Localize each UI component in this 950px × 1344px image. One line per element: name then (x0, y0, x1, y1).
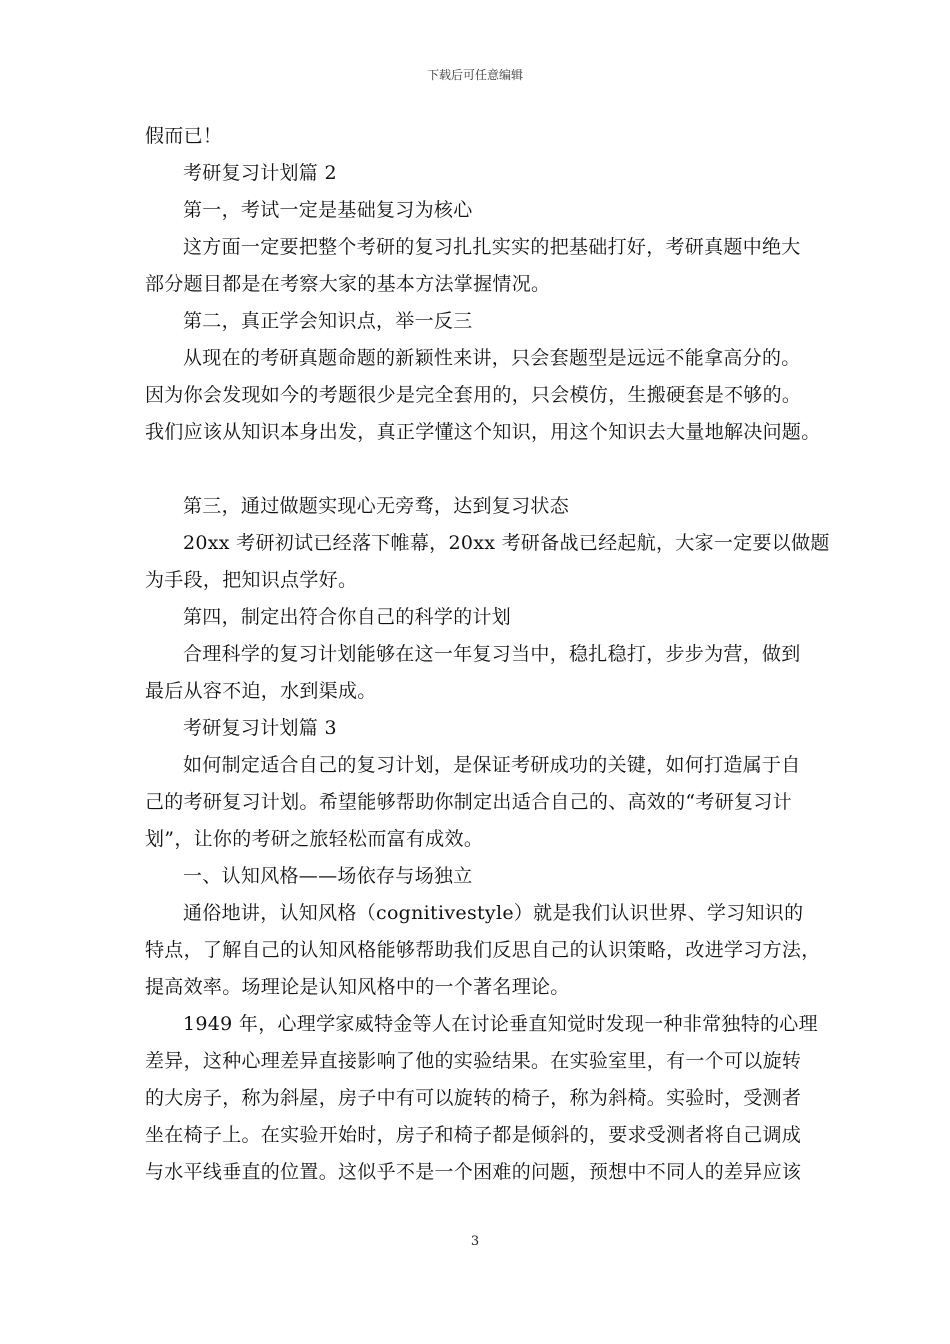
paragraph-line: 20xx 考研初试已经落下帷幕，20xx 考研备战已经起航，大家一定要以做题 (183, 532, 830, 554)
paragraph-line: 假而已！ (145, 125, 223, 147)
paragraph-line: 的大房子，称为斜屋，房子中有可以旋转的椅子，称为斜椅。实验时，受测者 (145, 1087, 802, 1109)
section-heading: 考研复习计划篇 2 (183, 162, 337, 184)
paragraph-line: 通俗地讲，认知风格（cognitivestyle）就是我们认识世界、学习知识的 (183, 902, 804, 924)
blank-line (145, 451, 820, 488)
paragraph-line: 坐在椅子上。在实验开始时，房子和椅子都是倾斜的，要求受测者将自己调成 (145, 1124, 802, 1146)
subheading: 第四，制定出符合你自己的科学的计划 (183, 606, 512, 628)
paragraph-line: 为手段，把知识点学好。 (145, 569, 358, 591)
paragraph-line: 如何制定适合自己的复习计划，是保证考研成功的关键，如何打造属于自 (183, 754, 801, 776)
paragraph-line: 合理科学的复习计划能够在这一年复习当中，稳扎稳打，步步为营，做到 (183, 643, 801, 665)
paragraph-line: 特点，了解自己的认知风格能够帮助我们反思自己的认识策略，改进学习方法， (145, 939, 821, 961)
paragraph-line: 从现在的考研真题命题的新颖性来讲，只会套题型是远远不能拿高分的。 (183, 347, 801, 369)
subheading: 第一，考试一定是基础复习为核心 (183, 199, 473, 221)
paragraph-line: 我们应该从知识本身出发，真正学懂这个知识，用这个知识去大量地解决问题。 (145, 421, 821, 443)
paragraph-line: 划”，让你的考研之旅轻松而富有成效。 (145, 828, 484, 850)
section-heading: 考研复习计划篇 3 (183, 717, 337, 739)
paragraph-line: 与水平线垂直的位置。这似乎不是一个困难的问题，预想中不同人的差异应该 (145, 1161, 802, 1183)
subheading: 第二，真正学会知识点，举一反三 (183, 310, 473, 332)
paragraph-line: 部分题目都是在考察大家的基本方法掌握情况。 (145, 273, 551, 295)
paragraph-line: 因为你会发现如今的考题很少是完全套用的，只会模仿，生搬硬套是不够的。 (145, 384, 802, 406)
subheading: 第三，通过做题实现心无旁骛，达到复习状态 (183, 495, 570, 517)
page-header: 下载后可任意编辑 (426, 68, 523, 82)
paragraph-line: 己的考研复习计划。希望能够帮助你制定出适合自己的、高效的“考研复习计 (145, 791, 792, 813)
page-number: 3 (470, 1234, 480, 1249)
paragraph-line: 差异，这种心理差异直接影响了他的实验结果。在实验室里，有一个可以旋转 (145, 1050, 802, 1072)
subheading: 一、认知风格——场依存与场独立 (183, 865, 473, 887)
paragraph-line: 最后从容不迫，水到渠成。 (145, 680, 377, 702)
document-body (145, 118, 830, 1191)
paragraph-line: 提高效率。场理论是认知风格中的一个著名理论。 (145, 976, 570, 998)
paragraph-line: 1949 年，心理学家威特金等人在讨论垂直知觉时发现一种非常独特的心理 (183, 1013, 818, 1035)
paragraph-line: 这方面一定要把整个考研的复习扎扎实实的把基础打好，考研真题中绝大 (183, 236, 801, 258)
